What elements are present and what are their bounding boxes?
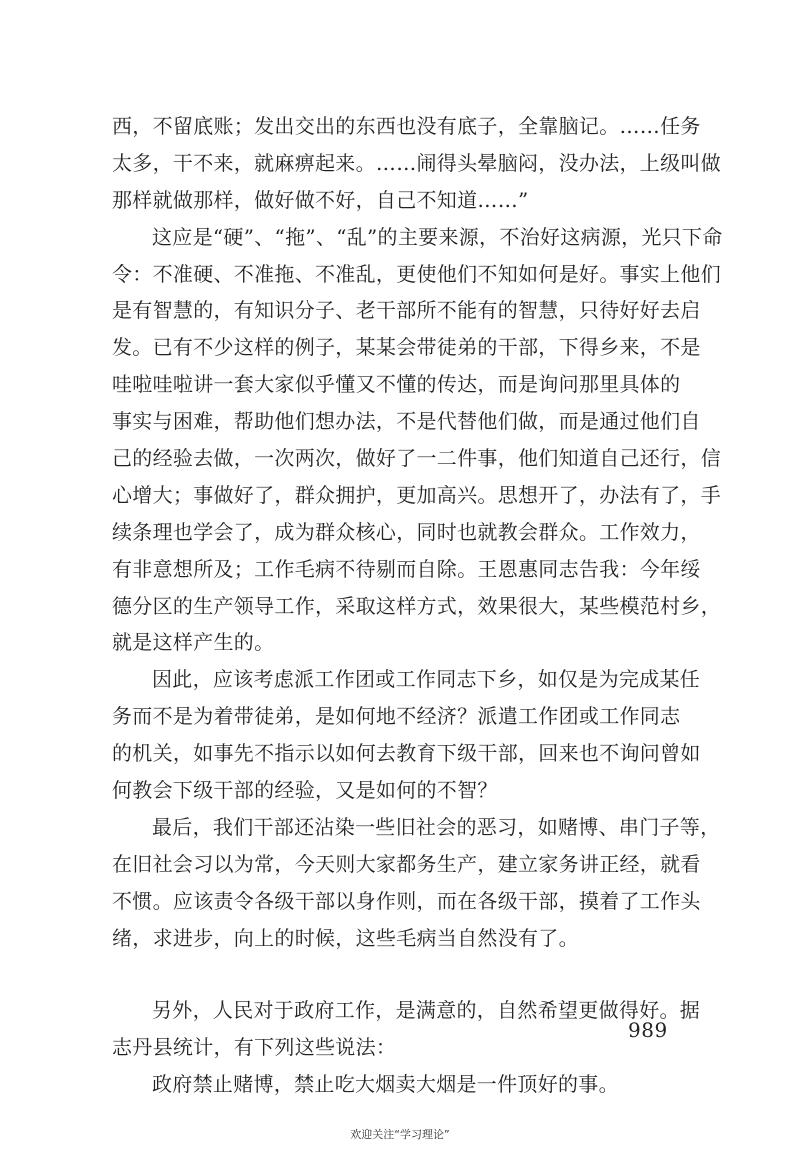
text-line: 太多，干不来，就麻痹起来。……闹得头晕脑闷，没办法，上级叫做 bbox=[112, 150, 721, 175]
text-line: 事实与困难，帮助他们想办法，不是代替他们做，而是通过他们自 bbox=[112, 409, 701, 434]
text-line: 德分区的生产领导工作，采取这样方式，效果很大，某些模范村乡， bbox=[112, 593, 721, 618]
text-line: 发。已有不少这样的例子，某某会带徒弟的干部，下得乡来，不是 bbox=[112, 335, 701, 360]
text-line: 绪，求进步，向上的时候，这些毛病当自然没有了。 bbox=[112, 925, 579, 950]
text-line: 己的经验去做，一次两次，做好了一二件事，他们知道自己还行，信 bbox=[112, 446, 721, 471]
text-line: 不惯。应该责令各级干部以身作则，而在各级干部，摸着了工作头 bbox=[112, 888, 701, 913]
text-line: 续条理也学会了，成为群众核心，同时也就教会群众。工作效力， bbox=[112, 519, 701, 544]
text-line: 何教会下级干部的经验，又是如何的不智？ bbox=[112, 778, 498, 803]
text-line: 那样就做那样，做好做不好，自己不知道……” bbox=[112, 187, 529, 212]
text-line: 令：不准硬、不准拖、不准乱，更使他们不知如何是好。事实上他们 bbox=[112, 261, 721, 286]
text-line: 务而不是为着带徒弟，是如何地不经济？派遣工作团或工作同志 bbox=[112, 704, 681, 729]
text-line: 哇啦哇啦讲一套大家似乎懂又不懂的传达，而是询问那里具体的 bbox=[112, 372, 681, 397]
text-line: 在旧社会习以为常，今天则大家都务生产，建立家务讲正经，就看 bbox=[112, 851, 701, 876]
text-line: 就是这样产生的。 bbox=[112, 630, 275, 655]
text-line: 是有智慧的，有知识分子、老干部所不能有的智慧，只待好好去启 bbox=[112, 298, 701, 323]
paragraph-first-line: 政府禁止赌博，禁止吃大烟卖大烟是一件顶好的事。 bbox=[152, 1072, 619, 1097]
text-line: 心增大；事做好了，群众拥护，更加高兴。思想开了，办法有了，手 bbox=[112, 482, 721, 507]
section-gap bbox=[112, 956, 672, 992]
text-line: 有非意想所及；工作毛病不待剔而自除。王恩惠同志告我：今年绥 bbox=[112, 556, 701, 581]
page-number: 989 bbox=[628, 1018, 668, 1042]
paragraph-first-line: 另外，人民对于政府工作，是满意的，自然希望更做得好。据 bbox=[152, 998, 701, 1023]
paragraph-first-line: 最后，我们干部还沾染一些旧社会的恶习，如赌博、串门子等， bbox=[152, 814, 721, 839]
body-text bbox=[112, 108, 723, 1103]
footer-watermark: 欢迎关注“学习理论” bbox=[350, 1128, 450, 1141]
paragraph-first-line: 这应是“硬”、“拖”、“乱”的主要来源，不治好这病源，光只下命 bbox=[152, 224, 723, 249]
text-line: 的机关，如事先不指示以如何去教育下级干部，回来也不询问曾如 bbox=[112, 741, 701, 766]
paragraph-first-line: 因此，应该考虑派工作团或工作同志下乡，如仅是为完成某任 bbox=[152, 667, 701, 692]
text-line: 志丹县统计，有下列这些说法： bbox=[112, 1035, 397, 1060]
text-line: 西，不留底账；发出交出的东西也没有底子，全靠脑记。……任务 bbox=[112, 114, 701, 138]
